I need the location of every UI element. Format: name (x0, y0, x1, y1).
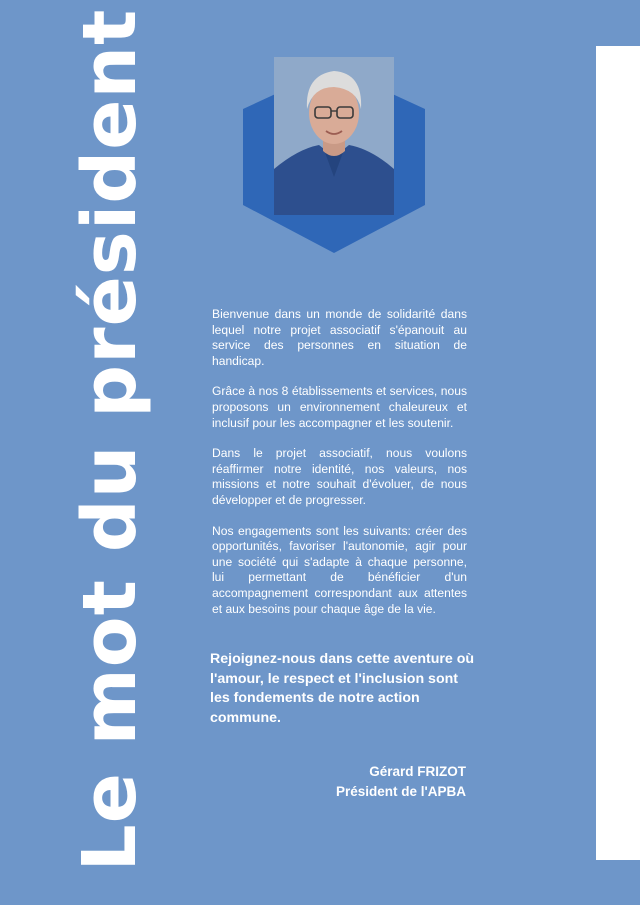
closing-quote: Rejoignez-nous dans cette aventure où l'amour, le respect et l'inclusion sont les fondements de notre action commune. (210, 651, 475, 726)
right-white-panel (596, 46, 640, 860)
paragraph-establishments: Grâce à nos 8 établissements et services, nous proposons un environnement chaleureux et inclusif pour les accompagner et les soutenir. (212, 384, 467, 430)
paragraph-welcome: Bienvenue dans un monde de solidarité dans lequel notre projet associatif s'épanouit au service des personnes en situation de handicap. (212, 307, 467, 368)
president-letter (212, 307, 467, 632)
signature (280, 762, 466, 801)
signature-name: Gérard FRIZOT (369, 764, 466, 779)
page-title: Le mot du président (67, 8, 153, 872)
president-portrait (243, 57, 425, 253)
paragraph-identity: Dans le projet associatif, nous voulons réaffirmer notre identité, nos valeurs, nos missions et notre souhait d'évoluer, de nous développer et de progresser. (212, 446, 467, 507)
signature-role: Président de l'APBA (336, 783, 466, 799)
paragraph-commitments: Nos engagements sont les suivants: créer des opportunités, favoriser l'autonomie, agir pour une société qui s'adapte à chaque personne, lui permettant de bénéficier d'un accompagnement correspondant aux attentes et aux besoins pour chaque âge de la vie. (212, 523, 467, 616)
